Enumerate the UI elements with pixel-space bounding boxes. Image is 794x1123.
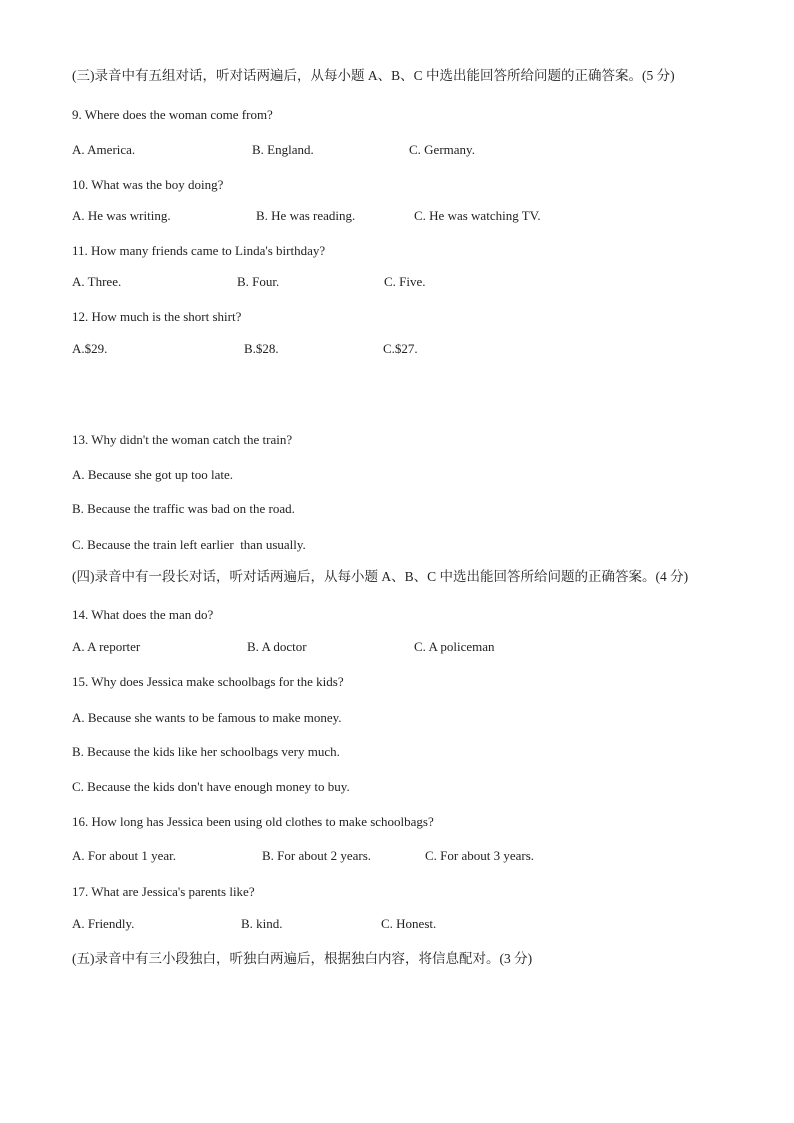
question-17: 17. What are Jessica's parents like? [72, 884, 255, 899]
question-16: 16. How long has Jessica been using old clothes to make schoolbags? [72, 814, 434, 829]
option-12b: B.$28. [244, 341, 279, 356]
option-10c: C. He was watching TV. [414, 208, 541, 223]
option-17b: B. kind. [241, 916, 283, 931]
option-15c: C. Because the kids don't have enough money to buy. [72, 779, 350, 794]
option-13b: B. Because the traffic was bad on the road. [72, 501, 295, 516]
option-17a: A. Friendly. [72, 916, 135, 931]
question-14: 14. What does the man do? [72, 607, 214, 622]
option-10a: A. He was writing. [72, 208, 171, 223]
section-3-heading: (三)录音中有五组对话，听对话两遍后，从每小题 A、B、C 中选出能回答所给问题的正确答案。(5 分) [72, 68, 675, 83]
option-16b: B. For about 2 years. [262, 848, 372, 863]
option-14a: A. A reporter [72, 639, 141, 654]
question-9: 9. Where does the woman come from? [72, 107, 273, 122]
option-11a: A. Three. [72, 274, 122, 289]
option-14c: C. A policeman [414, 639, 495, 654]
option-17c: C. Honest. [381, 916, 437, 931]
option-13a: A. Because she got up too late. [72, 467, 234, 482]
section-4-heading: (四)录音中有一段长对话，听对话两遍后，从每小题 A、B、C 中选出能回答所给问题的正确答案。(4 分) [72, 569, 689, 584]
question-10: 10. What was the boy doing? [72, 177, 224, 192]
option-13c: C. Because the train left earlier than usually. [72, 537, 306, 552]
option-9b: B. England. [252, 142, 314, 157]
option-9a: A. America. [72, 142, 136, 157]
option-16c: C. For about 3 years. [425, 848, 535, 863]
question-11: 11. How many friends came to Linda's birthday? [72, 243, 326, 258]
question-13: 13. Why didn't the woman catch the train? [72, 432, 293, 447]
option-15b: B. Because the kids like her schoolbags very much. [72, 744, 340, 759]
option-15a: A. Because she wants to be famous to make money. [72, 710, 342, 725]
option-16a: A. For about 1 year. [72, 848, 176, 863]
section-5-heading: (五)录音中有三小段独白，听独白两遍后，根据独白内容，将信息配对。(3 分) [72, 951, 533, 966]
option-12a: A.$29. [72, 341, 108, 356]
option-9c: C. Germany. [409, 142, 475, 157]
question-15: 15. Why does Jessica make schoolbags for the kids? [72, 674, 344, 689]
option-11c: C. Five. [384, 274, 426, 289]
option-14b: B. A doctor [247, 639, 307, 654]
option-10b: B. He was reading. [256, 208, 356, 223]
option-11b: B. Four. [237, 274, 280, 289]
question-12: 12. How much is the short shirt? [72, 309, 242, 324]
option-12c: C.$27. [383, 341, 418, 356]
